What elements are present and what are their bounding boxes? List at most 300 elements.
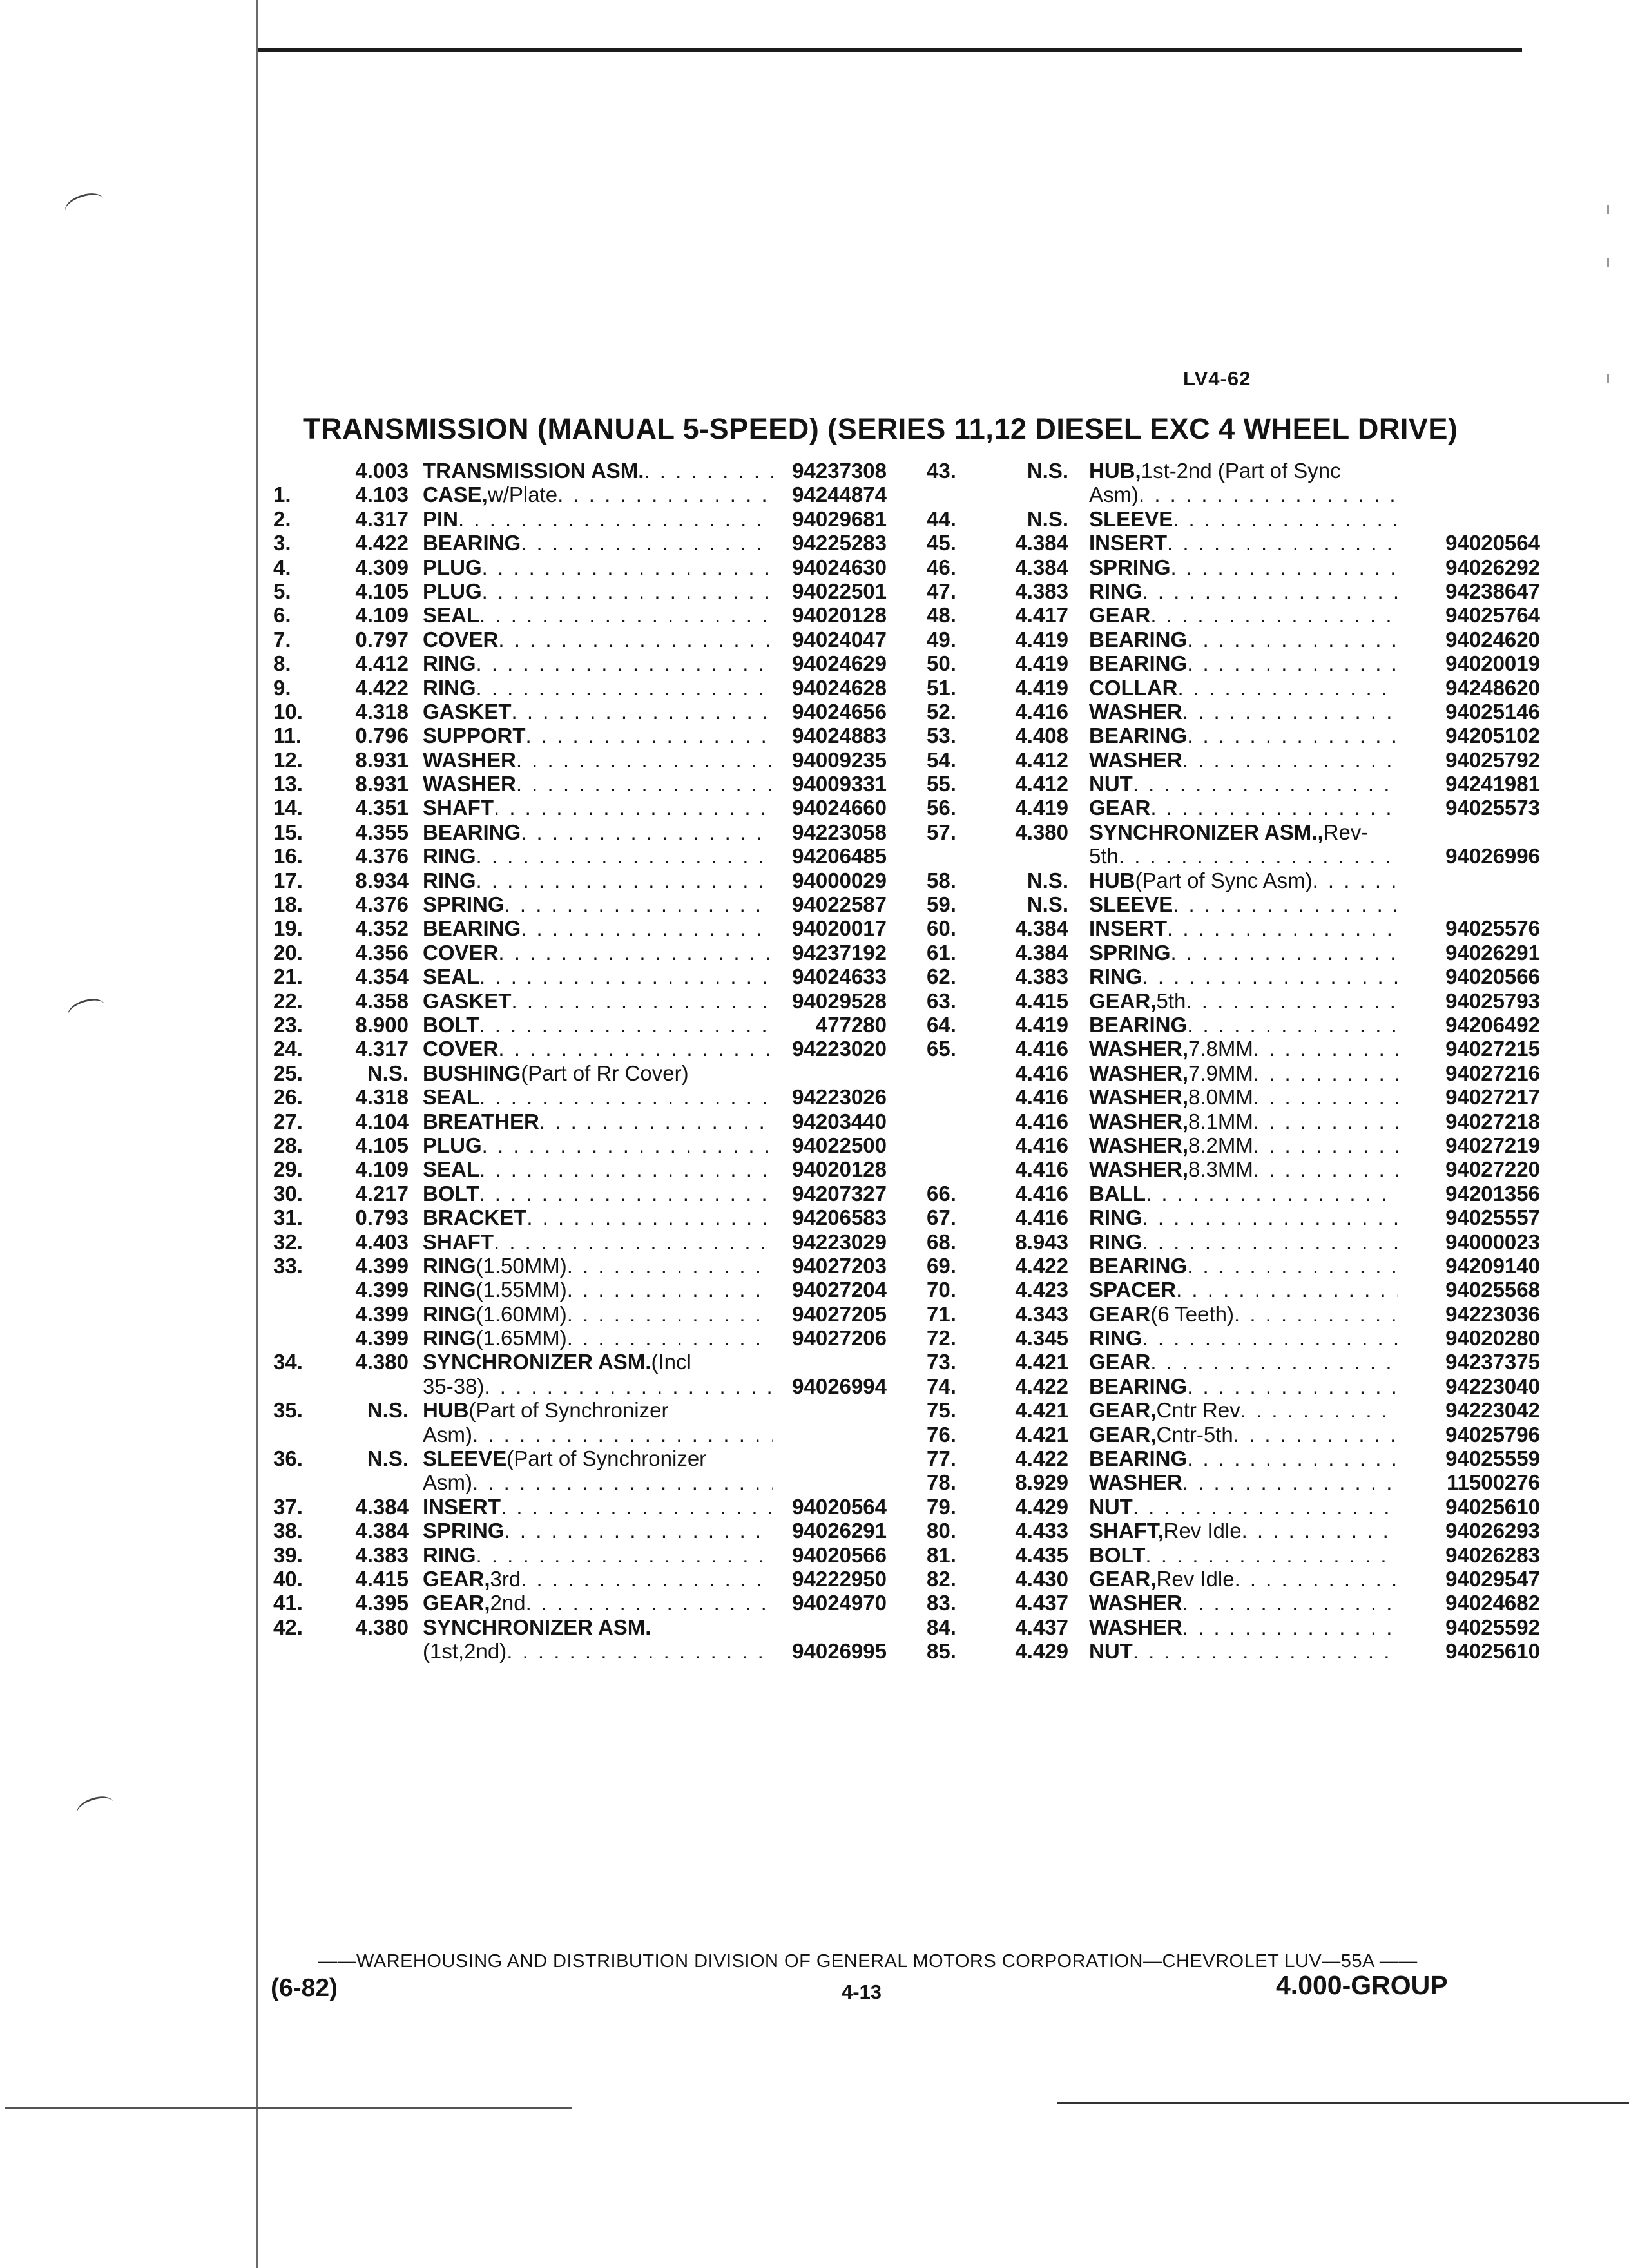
item-name: RING	[423, 1326, 476, 1350]
part-number: 94025610	[1445, 1494, 1540, 1519]
part-number: 94025610	[1445, 1639, 1540, 1664]
ref-number: 36.	[273, 1446, 303, 1471]
part-number: 94026994	[792, 1374, 887, 1398]
group-number: 4.422	[355, 531, 409, 555]
description	[1089, 1206, 1398, 1229]
ref-number: 83.	[927, 1591, 956, 1615]
ref-number: 47.	[927, 579, 956, 603]
leader-dots	[512, 700, 773, 724]
leader-dots	[1233, 1423, 1398, 1446]
description	[423, 579, 773, 603]
item-name: BEARING	[1089, 1446, 1188, 1471]
leader-dots	[1253, 1157, 1398, 1181]
group-number: 4.416	[1015, 1133, 1068, 1157]
description	[1089, 989, 1398, 1013]
part-number: 94000029	[792, 868, 887, 892]
group-number: 4.403	[355, 1229, 409, 1254]
part-number: 94022500	[792, 1133, 887, 1157]
description	[423, 1615, 773, 1639]
part-number: 94020564	[1445, 531, 1540, 555]
group-number: N.S.	[367, 1398, 409, 1423]
description	[1089, 1446, 1398, 1470]
ref-number: 45.	[927, 531, 956, 555]
description	[423, 1423, 773, 1446]
group-number: 4.395	[355, 1591, 409, 1615]
item-note: (1.50MM)	[476, 1253, 567, 1278]
description	[1089, 579, 1398, 603]
leader-dots	[479, 1157, 773, 1181]
item-name: WASHER	[1089, 1615, 1182, 1639]
item-name: WASHER,	[1089, 1085, 1189, 1110]
item-name: CASE,	[423, 483, 488, 507]
group-number: 4.383	[1015, 579, 1068, 603]
part-number: 94022501	[792, 579, 887, 603]
ref-number: 39.	[273, 1542, 303, 1567]
leader-dots	[526, 1206, 773, 1229]
ref-number: 77.	[927, 1446, 956, 1471]
group-number: 4.384	[1015, 940, 1068, 965]
group-number: 8.931	[355, 772, 409, 796]
item-name: HUB	[423, 1398, 469, 1423]
group-number: 4.358	[355, 988, 409, 1013]
leader-dots	[476, 869, 774, 892]
item-name: PIN	[423, 506, 459, 531]
description	[1089, 1615, 1398, 1639]
description	[1089, 1591, 1398, 1615]
item-name: RING	[423, 675, 476, 700]
item-name: BREATHER	[423, 1109, 539, 1133]
part-number: 94009331	[792, 772, 887, 796]
item-note: 8.3MM	[1188, 1157, 1253, 1182]
page-code: LV4-62	[1183, 367, 1251, 390]
ref-number: 6.	[273, 603, 291, 628]
leader-dots	[476, 1543, 774, 1567]
item-name: WASHER	[1089, 699, 1182, 724]
group-number: 4.412	[355, 651, 409, 676]
description	[1089, 1350, 1398, 1374]
item-name: WASHER	[1089, 1470, 1182, 1495]
part-number: 94027203	[792, 1253, 887, 1278]
part-number: 94024970	[792, 1591, 887, 1615]
description	[423, 1013, 773, 1037]
ref-number: 58.	[927, 868, 956, 892]
item-name: GEAR	[1089, 796, 1151, 820]
part-number: 94024656	[792, 699, 887, 724]
group-number: 4.422	[1015, 1446, 1068, 1471]
leader-dots	[484, 1374, 773, 1398]
ref-number: 46.	[927, 555, 956, 579]
item-name: RING	[1089, 579, 1142, 603]
part-number: 94223026	[792, 1085, 887, 1110]
item-note: 7.9MM	[1188, 1061, 1253, 1085]
ref-number: 82.	[927, 1566, 956, 1591]
item-name: SEAL	[423, 1157, 480, 1182]
group-number: 4.384	[1015, 555, 1068, 579]
leader-dots	[1235, 1567, 1398, 1591]
item-note: (1.65MM)	[476, 1326, 567, 1350]
part-number: 94237192	[792, 940, 887, 965]
group-number: 0.796	[355, 724, 409, 748]
leader-dots	[1187, 1374, 1398, 1398]
item-name: COVER	[423, 940, 499, 965]
item-name: RING	[423, 1278, 476, 1302]
part-number: 94027205	[792, 1302, 887, 1326]
item-note: (Part of Synchronizer	[468, 1398, 669, 1423]
group-number: 4.422	[1015, 1253, 1068, 1278]
description	[1089, 916, 1398, 940]
item-note: (Part of Sync Asm)	[1135, 868, 1313, 892]
description	[423, 555, 773, 579]
group-number: 8.931	[355, 747, 409, 772]
description	[423, 1206, 773, 1229]
leader-dots	[516, 748, 773, 772]
part-number: 94025764	[1445, 603, 1540, 628]
ref-number: 85.	[927, 1639, 956, 1664]
ref-number: 12.	[273, 747, 303, 772]
footer-publisher: ——WAREHOUSING AND DISTRIBUTION DIVISION OF GENERAL MOTORS CORPORATION—CHEVROLET LUV—55A ——	[318, 1951, 1418, 1972]
group-number: 4.003	[355, 459, 409, 483]
ref-number: 23.	[273, 1012, 303, 1037]
leader-dots	[1171, 941, 1398, 965]
group-number: 4.422	[355, 675, 409, 700]
part-number: 94020019	[1445, 651, 1540, 676]
item-name: BUSHING	[423, 1061, 521, 1085]
scan-speck	[1607, 374, 1609, 383]
part-number: 94029528	[792, 988, 887, 1013]
part-number: 94223042	[1445, 1398, 1540, 1423]
leader-dots	[1150, 603, 1398, 627]
description	[423, 651, 773, 675]
leader-dots	[482, 555, 773, 579]
description	[423, 1133, 773, 1157]
item-name: GEAR,	[1089, 1398, 1157, 1423]
group-number: N.S.	[1027, 506, 1068, 531]
description	[423, 1591, 773, 1615]
group-number: 4.356	[355, 940, 409, 965]
leader-dots	[458, 507, 773, 531]
item-name: COVER	[423, 627, 499, 651]
part-number: 94223029	[792, 1229, 887, 1254]
description	[423, 989, 773, 1013]
group-number: N.S.	[1027, 459, 1068, 483]
leader-dots	[1139, 483, 1398, 506]
leader-dots	[526, 1591, 773, 1615]
leader-dots	[498, 1037, 773, 1061]
ref-number: 2.	[273, 506, 291, 531]
item-name: RING	[423, 1542, 476, 1567]
ref-number: 44.	[927, 506, 956, 531]
part-number: 94025559	[1445, 1446, 1540, 1471]
leader-dots	[1182, 1591, 1398, 1615]
item-name: PLUG	[423, 579, 482, 603]
item-note: Cntr-5th	[1156, 1422, 1233, 1446]
part-number: 94025568	[1445, 1278, 1540, 1302]
description	[1089, 1639, 1398, 1663]
description	[423, 892, 773, 916]
item-note: Rev-	[1323, 820, 1369, 844]
ref-number: 7.	[273, 627, 291, 651]
punch-mark	[62, 189, 106, 222]
group-number: 4.421	[1015, 1398, 1068, 1423]
item-name: WASHER	[423, 747, 516, 772]
leader-dots	[1150, 1350, 1398, 1374]
part-number: 94026283	[1445, 1542, 1540, 1567]
ref-number: 15.	[273, 820, 303, 844]
part-number: 94025793	[1445, 988, 1540, 1013]
leader-dots	[476, 651, 774, 675]
group-number: N.S.	[1027, 868, 1068, 892]
item-name: HUB,	[1089, 459, 1141, 483]
item-name: WASHER	[1089, 747, 1182, 772]
group-number: 4.104	[355, 1109, 409, 1133]
item-note: Rev Idle	[1163, 1519, 1242, 1543]
description	[1089, 1157, 1398, 1181]
leader-dots	[1240, 1398, 1398, 1422]
group-number: 4.429	[1015, 1639, 1068, 1664]
part-number: 94203440	[792, 1109, 887, 1133]
part-number: 94020280	[1445, 1326, 1540, 1350]
item-note: Asm)	[423, 1422, 472, 1446]
item-name: WASHER,	[1089, 1037, 1189, 1061]
leader-dots	[1186, 989, 1398, 1013]
description	[1089, 1302, 1398, 1326]
part-number: 94020128	[792, 1157, 887, 1182]
description	[1089, 1037, 1398, 1061]
ref-number: 52.	[927, 699, 956, 724]
part-number: 477280	[815, 1012, 887, 1037]
ref-number: 81.	[927, 1542, 956, 1567]
item-note: 5th	[1089, 844, 1119, 869]
item-note: Asm)	[1089, 483, 1139, 507]
ref-number: 72.	[927, 1326, 956, 1350]
ref-number: 69.	[927, 1253, 956, 1278]
leader-dots	[1313, 869, 1398, 892]
part-number: 94027217	[1445, 1085, 1540, 1110]
ref-number: 43.	[927, 459, 956, 483]
item-name: RING	[1089, 965, 1142, 989]
ref-number: 60.	[927, 916, 956, 941]
description	[1089, 965, 1398, 988]
ref-number: 24.	[273, 1037, 303, 1061]
leader-dots	[1182, 1615, 1398, 1639]
description	[1089, 483, 1398, 506]
item-name: RING	[1089, 1326, 1142, 1350]
punch-mark	[73, 1792, 117, 1825]
item-note: 8.1MM	[1188, 1109, 1253, 1133]
ref-number: 29.	[273, 1157, 303, 1182]
description	[423, 1302, 773, 1326]
ref-number: 26.	[273, 1085, 303, 1110]
item-name: SPRING	[1089, 555, 1171, 579]
description	[1089, 603, 1398, 627]
item-note: (1.55MM)	[476, 1278, 567, 1302]
item-name: GASKET	[423, 699, 512, 724]
leader-dots	[479, 965, 773, 988]
item-name: SEAL	[423, 1085, 480, 1110]
part-number: 94026996	[1445, 844, 1540, 869]
leader-dots	[1133, 1639, 1398, 1663]
part-number: 94027219	[1445, 1133, 1540, 1157]
item-name: RING	[1089, 1206, 1142, 1230]
item-note: w/Plate	[487, 483, 558, 507]
item-name: INSERT	[1089, 916, 1168, 941]
part-number: 94026995	[792, 1639, 887, 1664]
group-number: 4.384	[355, 1494, 409, 1519]
group-number: 4.423	[1015, 1278, 1068, 1302]
leader-dots	[1187, 651, 1398, 675]
part-number: 94024682	[1445, 1591, 1540, 1615]
part-number: 94029547	[1445, 1566, 1540, 1591]
item-name: COLLAR	[1089, 675, 1178, 700]
item-note: (Part of Synchronizer	[506, 1446, 707, 1471]
ref-number: 71.	[927, 1302, 956, 1326]
description	[1089, 1230, 1398, 1254]
footer-date: (6-82)	[271, 1974, 338, 2002]
description	[1089, 844, 1398, 868]
leader-dots	[476, 676, 774, 700]
group-number: 4.433	[1015, 1519, 1068, 1543]
leader-dots	[479, 1085, 773, 1109]
item-name: SHAFT,	[1089, 1519, 1164, 1543]
item-name: RING	[423, 651, 476, 676]
ref-number: 74.	[927, 1374, 956, 1398]
leader-dots	[1177, 676, 1398, 700]
scan-speck	[1607, 258, 1609, 267]
item-note: Cntr Rev	[1156, 1398, 1240, 1423]
ref-number: 22.	[273, 988, 303, 1013]
ref-number: 5.	[273, 579, 291, 603]
group-number: 4.384	[1015, 531, 1068, 555]
group-number: 4.419	[1015, 796, 1068, 820]
description	[423, 1398, 773, 1422]
group-number: 4.421	[1015, 1422, 1068, 1446]
description	[423, 1230, 773, 1254]
description	[1089, 507, 1398, 531]
leader-dots	[1253, 1037, 1398, 1061]
bottom-rule	[1057, 2102, 1629, 2104]
leader-dots	[1187, 1254, 1398, 1278]
group-number: 4.437	[1015, 1591, 1068, 1615]
leader-dots	[1234, 1302, 1398, 1326]
group-number: 4.437	[1015, 1615, 1068, 1639]
ref-number: 34.	[273, 1350, 303, 1374]
item-name: COVER	[423, 1037, 499, 1061]
item-name: SYNCHRONIZER ASM.,	[1089, 820, 1324, 844]
group-number: 4.416	[1015, 1061, 1068, 1085]
group-number: 4.415	[355, 1566, 409, 1591]
item-name: SEAL	[423, 965, 480, 989]
leader-dots	[479, 1182, 773, 1206]
description	[423, 676, 773, 700]
ref-number: 63.	[927, 988, 956, 1013]
item-name: PLUG	[423, 555, 482, 579]
group-number: 4.416	[1015, 1037, 1068, 1061]
part-number: 94027220	[1445, 1157, 1540, 1182]
item-name: SHAFT	[423, 796, 494, 820]
group-number: 4.384	[1015, 916, 1068, 941]
part-number: 94024620	[1445, 627, 1540, 651]
leader-dots	[498, 628, 773, 651]
part-number: 94027216	[1445, 1061, 1540, 1085]
leader-dots	[501, 1495, 773, 1519]
part-number: 94223020	[792, 1037, 887, 1061]
item-name: BALL	[1089, 1181, 1146, 1206]
group-number: 4.380	[355, 1350, 409, 1374]
group-number: 4.416	[1015, 1109, 1068, 1133]
description	[1089, 676, 1398, 700]
description	[1089, 869, 1398, 892]
part-number: 94024630	[792, 555, 887, 579]
leader-dots	[505, 892, 773, 916]
item-name: TRANSMISSION ASM.	[423, 459, 644, 483]
ref-number: 84.	[927, 1615, 956, 1639]
item-name: NUT	[1089, 772, 1133, 796]
ref-number: 33.	[273, 1253, 303, 1278]
leader-dots	[494, 796, 773, 820]
group-number: N.S.	[1027, 892, 1068, 917]
group-number: 4.376	[355, 844, 409, 869]
description	[423, 1446, 773, 1470]
part-number: 94020566	[792, 1542, 887, 1567]
group-number: 0.797	[355, 627, 409, 651]
ref-number: 80.	[927, 1519, 956, 1543]
item-name: PLUG	[423, 1133, 482, 1157]
description	[423, 820, 773, 844]
leader-dots	[1119, 844, 1398, 868]
leader-dots	[1142, 1326, 1399, 1350]
item-name: WASHER,	[1089, 1061, 1189, 1085]
description	[1089, 1519, 1398, 1542]
description	[423, 1495, 773, 1519]
description	[1089, 892, 1398, 916]
description	[1089, 820, 1398, 844]
item-name: NUT	[1089, 1639, 1133, 1664]
group-number: 4.105	[355, 579, 409, 603]
description	[423, 796, 773, 820]
description	[423, 844, 773, 868]
ref-number: 25.	[273, 1061, 303, 1085]
item-name: RING	[423, 1253, 476, 1278]
group-number: 8.934	[355, 868, 409, 892]
leader-dots	[1187, 628, 1398, 651]
item-name: BOLT	[1089, 1542, 1146, 1567]
part-number: 94206492	[1445, 1012, 1540, 1037]
item-name: RING	[1089, 1229, 1142, 1254]
item-note: 8.0MM	[1188, 1085, 1253, 1110]
group-number: 4.352	[355, 916, 409, 941]
group-number: 4.399	[355, 1326, 409, 1350]
leader-dots	[1142, 579, 1399, 603]
leader-dots	[476, 844, 774, 868]
leader-dots	[1187, 1013, 1398, 1037]
group-number: 4.412	[1015, 772, 1068, 796]
part-number: 94009235	[792, 747, 887, 772]
group-number: 8.929	[1015, 1470, 1068, 1495]
description	[1089, 628, 1398, 651]
item-name: BEARING	[1089, 627, 1188, 651]
part-number: 94025573	[1445, 796, 1540, 820]
description	[423, 1157, 773, 1181]
leader-dots	[1142, 965, 1399, 988]
item-note: 5th	[1156, 988, 1186, 1013]
ref-number: 70.	[927, 1278, 956, 1302]
leader-dots	[1167, 531, 1398, 555]
group-number: 4.399	[355, 1278, 409, 1302]
ref-number: 79.	[927, 1494, 956, 1519]
ref-number: 75.	[927, 1398, 956, 1423]
description	[1089, 1495, 1398, 1519]
ref-number: 3.	[273, 531, 291, 555]
